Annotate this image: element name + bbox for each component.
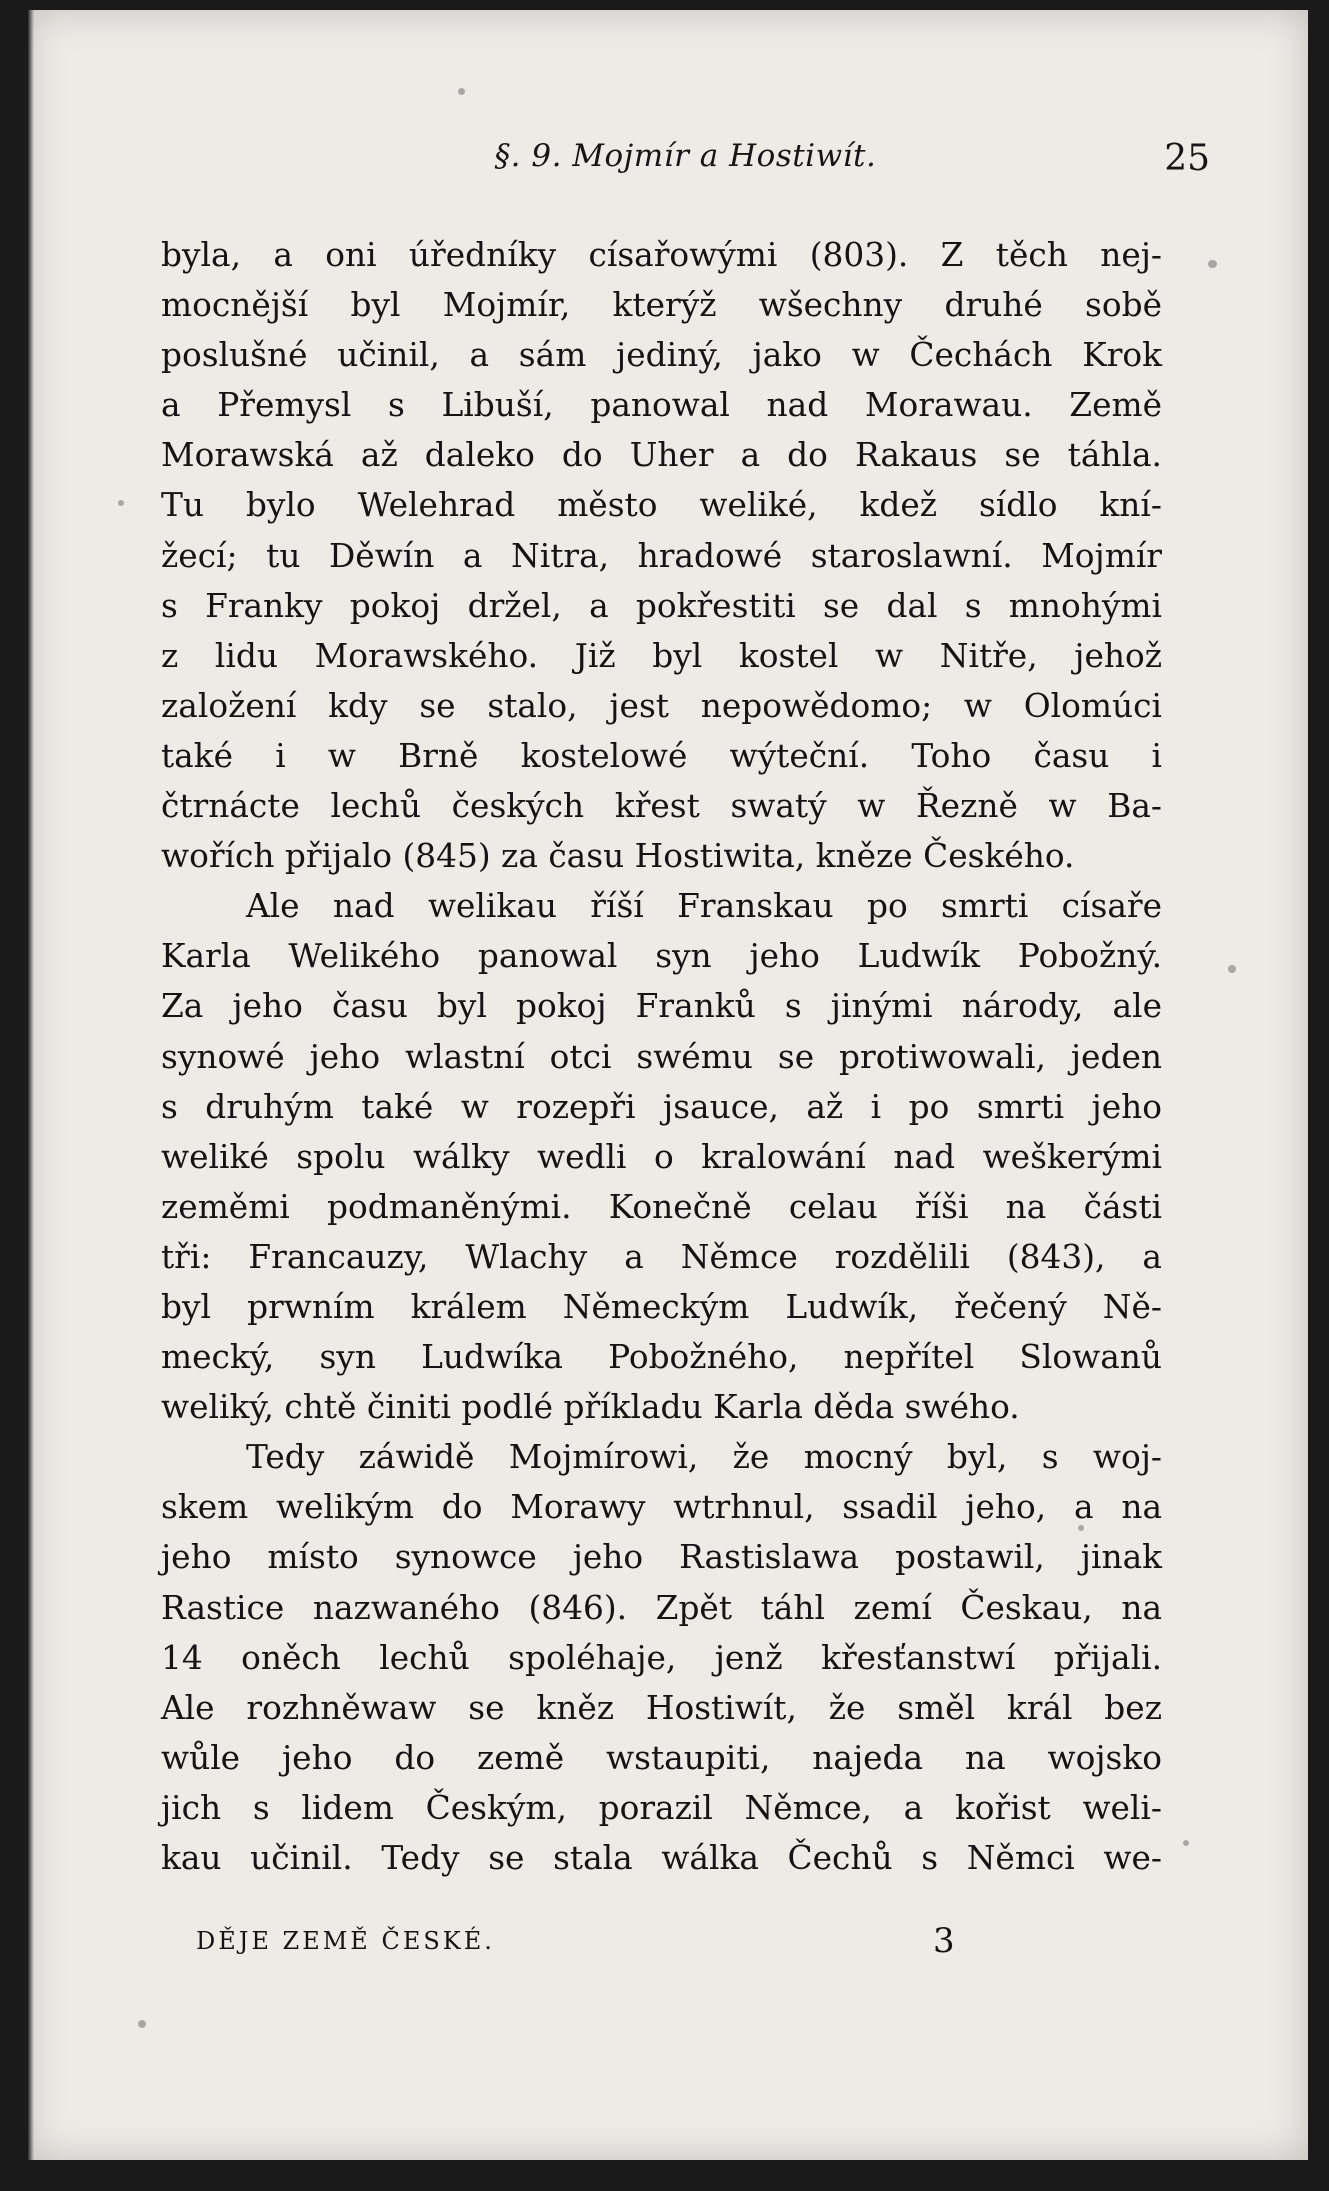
- book-page: [28, 10, 1308, 2160]
- paper-speck: [1183, 1840, 1189, 1846]
- paragraph-first-line: Ale nad welikau říší Franskau po smrti císaře: [246, 887, 1162, 926]
- text-line: tři: Francauzy, Wlachy a Němce rozdělili (843), a: [161, 1237, 1162, 1276]
- text-line: 14 oněch lechů spoléhaje, jenž křesťanstwí přijali.: [161, 1638, 1162, 1677]
- page-number: 25: [1164, 138, 1210, 179]
- text-line: založení kdy se stalo, jest nepowědomo; w Olomúci: [161, 686, 1162, 725]
- text-line: skem welikým do Morawy wtrhnul, ssadil jeho, a na: [161, 1488, 1162, 1527]
- text-line: jich s lidem Českým, porazil Němce, a kořist weli-: [161, 1788, 1162, 1827]
- text-line: čtrnácte lechů českých křest swatý w Řezně w Ba-: [161, 787, 1162, 826]
- sheet-number: 3: [933, 1921, 955, 1961]
- text-line: z lidu Morawského. Již byl kostel w Nitře, jehož: [161, 636, 1162, 675]
- text-line: Karla Welikého panowal syn jeho Ludwík Pobožný.: [161, 937, 1162, 976]
- running-head-title: §. 9. Mojmír a Hostiwít.: [494, 138, 877, 174]
- body-text: [161, 230, 1162, 1883]
- text-line: Morawská až daleko do Uher a do Rakaus se táhla.: [161, 436, 1162, 475]
- text-line: mecký, syn Ludwíka Pobožného, nepřítel Slowanů: [161, 1338, 1162, 1377]
- paragraph-first-line: Tedy záwidě Mojmírowi, že mocný byl, s woj-: [246, 1438, 1162, 1477]
- text-line: Za jeho času byl pokoj Franků s jinými národy, ale: [161, 987, 1162, 1026]
- text-line: wořích přijalo (845) za času Hostiwita, kněze Českého.: [161, 837, 1075, 876]
- text-line: Ale rozhněwaw se kněz Hostiwít, že směl král bez: [161, 1688, 1162, 1727]
- text-line: kau učinil. Tedy se stala wálka Čechů s Němci we-: [161, 1839, 1162, 1877]
- text-line: byla, a oni úředníky císařowými (803). Z těch nej-: [161, 236, 1162, 274]
- paper-speck: [458, 88, 465, 95]
- page-footer: [161, 1916, 1162, 1966]
- paper-speck: [118, 500, 124, 506]
- text-line: mocnější byl Mojmír, kterýž wšechny druhé sobě: [161, 286, 1162, 325]
- text-line: Tu bylo Welehrad město weliké, kdež sídlo kní-: [161, 486, 1162, 525]
- text-line: poslušné učinil, a sám jediný, jako w Čechách Krok: [161, 336, 1162, 375]
- text-line: zeměmi podmaněnými. Konečně celau říši na části: [161, 1187, 1162, 1226]
- page-edge: [28, 10, 34, 2160]
- signature-mark: DĚJE ZEMĚ ČESKÉ.: [196, 1927, 495, 1955]
- text-line: weliké spolu wálky wedli o kralowání nad weškerými: [161, 1137, 1162, 1176]
- paper-speck: [1228, 965, 1236, 973]
- text-line: žecí; tu Děwín a Nitra, hradowé staroslawní. Mojmír: [161, 536, 1162, 575]
- text-line: jeho místo synowce jeho Rastislawa postawil, jinak: [161, 1538, 1162, 1577]
- text-line: wůle jeho do země wstaupiti, najeda na wojsko: [161, 1738, 1162, 1777]
- running-head: [161, 138, 1210, 186]
- text-line: Rastice nazwaného (846). Zpět táhl zemí Českau, na: [161, 1588, 1162, 1627]
- text-line: s druhým také w rozepři jsauce, až i po smrti jeho: [161, 1087, 1162, 1126]
- text-line: také i w Brně kostelowé wýteční. Toho času i: [161, 736, 1162, 775]
- text-line: weliký, chtě činiti podlé příkladu Karla děda swého.: [161, 1388, 1020, 1427]
- text-line: synowé jeho wlastní otci swému se protiwowali, jeden: [161, 1037, 1162, 1076]
- text-line: a Přemysl s Libuší, panowal nad Morawau. Země: [161, 386, 1162, 425]
- text-line: byl prwním králem Německým Ludwík, řečený Ně-: [161, 1287, 1162, 1326]
- paper-speck: [1208, 260, 1217, 268]
- text-line: s Franky pokoj držel, a pokřestiti se dal s mnohými: [161, 586, 1162, 625]
- paper-speck: [138, 2020, 146, 2028]
